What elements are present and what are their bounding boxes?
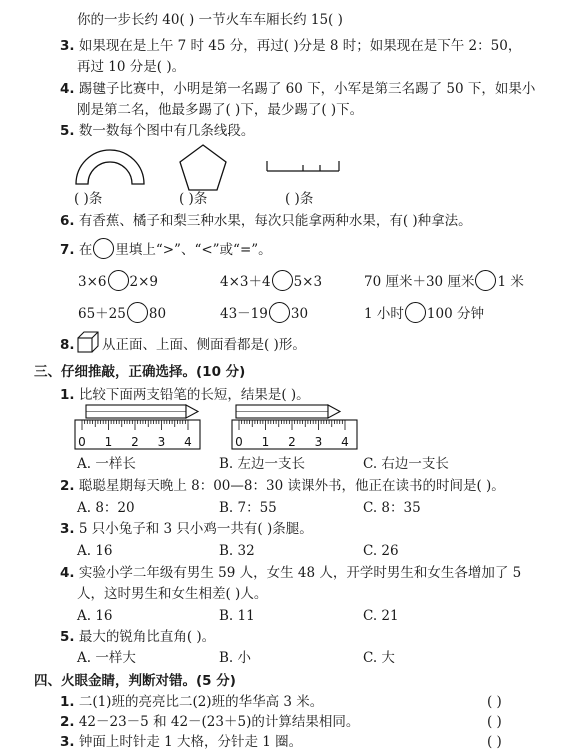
q5-answer-3: ( )条 [285, 191, 314, 207]
s3-q4-text-2: 人，这时男生和女生相差( )人。 [77, 586, 268, 602]
s3-q3-line: 3. 5 只小兔子和 3 只小鸡一共有( )条腿。 [60, 521, 313, 537]
s4-item-1: 1. 二(1)班的亮亮比二(2)班的华华高 3 米。 [60, 694, 324, 710]
q7-number: 7. [60, 242, 75, 258]
s3-q5-option-b[interactable]: B. 小 [219, 650, 252, 666]
s3-q1-option-a[interactable]: A. 一样长 [77, 456, 136, 472]
q3-text-1: 如果现在是上午 7 时 45 分，再过( )分是 8 时；如果现在是下午 2：50， [78, 38, 522, 54]
s3-q3-text: 5 只小兔子和 3 只小鸡一共有( )条腿。 [78, 521, 313, 537]
s3-q2-line: 2. 聪聪星期每天晚上 8：00—8：30 读课外书，他正在读书的时间是( )。 [60, 478, 505, 494]
q7-line [60, 238, 272, 259]
ruler-tick-label: 0 [78, 435, 86, 449]
s4-item-2: 2. 42－23－5 和 42－(23＋5)的计算结果相同。 [60, 714, 360, 730]
s3-q3-option-b[interactable]: B. 32 [219, 543, 255, 559]
q7-pre: 在 [78, 242, 93, 258]
s3-q1-text: 比较下面两支铅笔的长短，结果是( )。 [78, 387, 310, 403]
s3-q2-option-a[interactable]: A. 8：20 [77, 500, 135, 516]
s3-q4-text-1: 实验小学二年级有男生 59 人，女生 48 人，开学时男生和女生各增加了 5 [78, 565, 522, 581]
ruler-tick-label: 2 [131, 435, 139, 449]
q7-item-2: 4×3＋4 5×3 [220, 270, 322, 291]
ruler-tick-label: 1 [261, 435, 270, 449]
q5-answer-2: ( )条 [179, 191, 208, 207]
s3-q5-line: 5. 最大的锐角比直角( )。 [60, 629, 216, 645]
q7-item-1: 3×6 2×9 [78, 270, 158, 291]
s3-q4-option-c[interactable]: C. 21 [363, 608, 399, 624]
q8-number: 8. [60, 337, 75, 353]
s3-q2-option-b[interactable]: B. 7：55 [219, 500, 277, 516]
s3-q5-option-c[interactable]: C. 大 [363, 650, 395, 666]
q3-text-2: 再过 10 分是( )。 [77, 59, 186, 75]
section-4-title: 四、火眼金睛，判断对错。(5 分) [34, 673, 236, 689]
q7-post: 里填上“>”、“<”或“=”。 [115, 242, 272, 258]
ruler-tick-label: 4 [341, 435, 349, 449]
ruler-tick-label: 3 [157, 435, 166, 449]
s3-q5-option-a[interactable]: A. 一样大 [77, 650, 136, 666]
q5-line [60, 122, 254, 140]
s3-q5-text: 最大的锐角比直角( )。 [78, 629, 216, 645]
ruler-tick-label: 2 [288, 435, 296, 449]
ruler-tick-label: 3 [314, 435, 323, 449]
q3-line1 [60, 37, 521, 55]
ruler-tick-label: 4 [184, 435, 192, 449]
q7-item-6: 1 小时 100 分钟 [364, 302, 484, 323]
compare-circle[interactable] [272, 270, 293, 291]
s4-item-3: 3. 钟面上时针走 1 大格，分针走 1 圈。 [60, 734, 303, 750]
q5-number: 5. [60, 123, 75, 139]
s3-q2-option-c[interactable]: C. 8：35 [363, 500, 421, 516]
s3-q1-line: 1. 比较下面两支铅笔的长短，结果是( )。 [60, 387, 310, 403]
s4-item-2-blank[interactable]: ( ) [487, 714, 502, 730]
s4-item-1-blank[interactable]: ( ) [487, 694, 502, 710]
compare-circle[interactable] [127, 302, 148, 323]
ruler-tick-label: 0 [235, 435, 243, 449]
q3-number: 3. [60, 38, 75, 54]
s3-q2-text: 聪聪星期每天晚上 8：00—8：30 读课外书，他正在读书的时间是( )。 [78, 478, 505, 494]
compare-circle[interactable] [475, 270, 496, 291]
q7-item-3: 70 厘米＋30 厘米 1 米 [364, 270, 524, 291]
s3-q3-option-a[interactable]: A. 16 [77, 543, 113, 559]
pentagon-figure [178, 143, 228, 193]
section-3-title: 三、仔细推敲，正确选择。(10 分) [34, 364, 246, 380]
compare-circle[interactable] [108, 270, 129, 291]
ruler-right-figure [231, 404, 363, 450]
q5-answer-1: ( )条 [74, 191, 103, 207]
ruler-left-figure [74, 404, 206, 450]
q6-number: 6. [60, 213, 75, 229]
q4-text-2: 刚是第二名，他最多踢了( )下，最少踢了( )下。 [77, 102, 364, 118]
ruler-tick-label: 1 [104, 435, 113, 449]
q2-continuation: 你的一步长约 40( ) 一节火车车厢长约 15( ) [77, 12, 343, 28]
q6-text: 有香蕉、橘子和梨三种水果，每次只能拿两种水果，有( )种拿法。 [78, 213, 472, 229]
q7-item-5: 43－19 30 [220, 302, 308, 323]
s3-q1-option-c[interactable]: C. 右边一支长 [363, 456, 449, 472]
cube-icon [76, 330, 100, 354]
s3-q1-option-b[interactable]: B. 左边一支长 [219, 456, 306, 472]
compare-circle[interactable] [405, 302, 426, 323]
s3-q4-option-b[interactable]: B. 11 [219, 608, 255, 624]
s4-item-3-blank[interactable]: ( ) [487, 734, 502, 750]
s3-q4-line1: 4. 实验小学二年级有男生 59 人，女生 48 人，开学时男生和女生各增加了 5 [60, 565, 522, 581]
q7-item-4: 65＋25 80 [78, 302, 166, 323]
circle-blank-icon [93, 238, 114, 259]
s3-q4-option-a[interactable]: A. 16 [77, 608, 113, 624]
segment-line-figure [265, 158, 341, 174]
arch-figure [74, 146, 146, 186]
s3-q3-option-c[interactable]: C. 26 [363, 543, 399, 559]
compare-circle[interactable] [269, 302, 290, 323]
q6-line [60, 212, 472, 230]
q4-line1 [60, 80, 535, 98]
q5-text: 数一数每个图中有几条线段。 [78, 123, 255, 139]
q8-text: 从正面、上面、侧面看都是( )形。 [102, 337, 306, 353]
q4-text-1: 踢毽子比赛中，小明是第一名踢了 60 下，小军是第三名踢了 50 下，如果小 [78, 81, 536, 97]
q4-number: 4. [60, 81, 75, 97]
